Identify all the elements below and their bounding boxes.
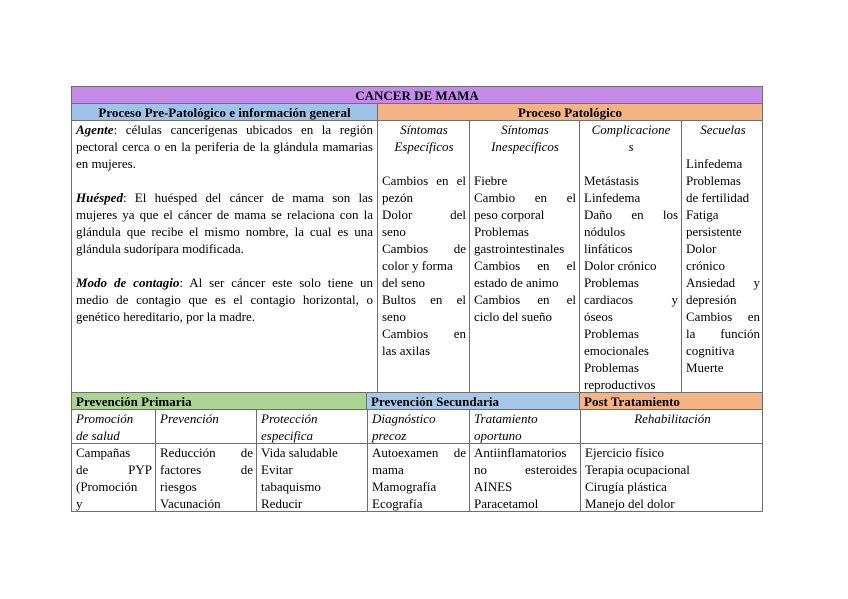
proteccion-cell	[257, 444, 368, 512]
list-item: Cambio en el	[474, 190, 576, 205]
bottom-data-row	[71, 443, 763, 512]
list-item: seno	[382, 224, 406, 239]
prevencion-cell	[156, 444, 257, 512]
list-item: Reducir	[261, 496, 303, 511]
list-item: AINES	[474, 479, 513, 494]
promocion-salud-cell	[72, 444, 156, 512]
list-item: mama	[372, 462, 404, 477]
list-item: crónico	[686, 258, 725, 273]
rehabilitacion-cell	[581, 444, 763, 512]
list-item: riesgos	[160, 479, 197, 494]
list-item: Manejo del dolor	[585, 496, 675, 511]
list-item: Problemas	[584, 326, 639, 341]
list-item: de PYP	[76, 462, 152, 477]
list-item: Cambios de	[382, 241, 466, 256]
promocion-salud-header: Promoción de salud	[76, 411, 134, 443]
prevencion-header: Prevención	[160, 411, 219, 426]
list-item: Terapia ocupacional	[585, 462, 690, 477]
list-item: Problemas	[584, 360, 639, 375]
list-item: Linfedema	[584, 190, 641, 205]
list-item: reproductivos	[584, 377, 656, 392]
list-item: color y forma	[382, 258, 453, 273]
patologico-body	[377, 120, 763, 393]
list-item: y	[76, 496, 83, 511]
list-item: Antiinflamatorios	[474, 445, 567, 460]
list-item: Cirugía plástica	[585, 479, 667, 494]
list-item: Cambios en	[686, 309, 760, 324]
list-item: peso corporal	[474, 207, 545, 222]
agente-paragraph: Agente: células cancerígenas ubicados en la región pectoral cerca o en la periferia de la glándula mamarias en mujeres.	[76, 122, 373, 171]
diagnostico-header: Diagnóstico precoz	[372, 411, 436, 443]
list-item: Daño en los	[584, 207, 678, 222]
contagio-paragraph: Modo de contagio: Al ser cáncer este solo tiene un medio de contagio que es el contagio horizontal, o genético hereditario, por la madre.	[76, 275, 373, 324]
pre-patologico-header: Proceso Pre-Patológico e información general	[71, 103, 378, 121]
proteccion-header: Protección especifica	[261, 411, 318, 443]
list-item: cognitiva	[686, 343, 735, 358]
list-item: Problemas	[474, 224, 529, 239]
table-title	[71, 86, 763, 104]
list-item: Bultos en el	[382, 292, 466, 307]
list-item: Fatiga	[686, 207, 719, 222]
prevencion-secundaria-header: Prevención Secundaria	[366, 392, 580, 410]
list-item: óseos	[584, 309, 613, 324]
sintomas-especificos-column: Síntomas Específicos Cambios en el pezón Dolor del seno Cambios de color y forma del seno Bultos en el seno Cambios en las axilas	[382, 122, 466, 358]
patologico-header: Proceso Patológico	[377, 103, 763, 121]
list-item: emocionales	[584, 343, 649, 358]
list-item: Cambios en	[382, 326, 466, 341]
cancer-table	[71, 86, 763, 512]
sint-esp-list	[382, 172, 466, 359]
list-item: pezón	[382, 190, 414, 205]
list-item: Metástasis	[584, 173, 639, 188]
tratamiento-cell	[470, 444, 581, 512]
list-item: ciclo del sueño	[474, 309, 552, 324]
prevencion-primaria-header: Prevención Primaria	[71, 392, 367, 410]
list-item: Vida saludable	[261, 445, 338, 460]
list-item: seno	[382, 309, 406, 324]
list-item: Cambios en el	[382, 173, 466, 188]
list-item: de fertilidad	[686, 190, 750, 205]
list-item: las axilas	[382, 343, 431, 358]
list-item: la función	[686, 326, 760, 341]
list-item: tabaquismo	[261, 479, 321, 494]
list-item: Fiebre	[474, 173, 508, 188]
list-item: (Promoción	[76, 479, 138, 494]
list-item: gastrointestinales	[474, 241, 565, 256]
list-item: Vacunación	[160, 496, 221, 511]
bottom-subheader-row	[71, 409, 763, 444]
list-item: Problemas	[584, 275, 639, 290]
list-item: linfáticos	[584, 241, 633, 256]
list-item: Dolor crónico	[584, 258, 657, 273]
pre-patologico-body	[71, 120, 378, 393]
list-item: Mamografía	[372, 479, 437, 494]
list-item: Ansiedad y	[686, 275, 760, 290]
list-item: nódulos	[584, 224, 626, 239]
list-item: Dolor	[686, 241, 717, 256]
list-item: Muerte	[686, 360, 724, 375]
post-tratamiento-header: Post Tratamiento	[579, 392, 763, 410]
list-item: Reducción de	[160, 445, 253, 460]
title-text: CANCER DE MAMA	[355, 88, 479, 103]
list-item: Cambios en el	[474, 292, 576, 307]
complicaciones-column: Complicacione s Metástasis Linfedema Daño en los nódulos linfáticos Dolor crónico Problemas cardiacos y óseos Problemas emocionales Problemas reproductivos	[584, 122, 678, 392]
list-item: Ejercicio físico	[585, 445, 665, 460]
rehabilitacion-header: Rehabilitación	[634, 411, 711, 426]
list-item: Evitar	[261, 462, 293, 477]
list-item: Cambios en el	[474, 258, 576, 273]
huesped-paragraph: Huésped: El huésped del cáncer de mama son las mujeres ya que el cáncer de mama se relaciona con la glándula que recibe el mismo nombre, la cual es una glándula sudorípara modificada.	[76, 190, 373, 256]
list-item: Ecografía	[372, 496, 423, 511]
list-item: no esteroides	[474, 462, 577, 477]
list-item: depresión	[686, 292, 737, 307]
tratamiento-header: Tratamiento oportuno	[474, 411, 538, 443]
diagnostico-cell	[368, 444, 470, 512]
list-item: persistente	[686, 224, 742, 239]
list-item: factores de	[160, 462, 253, 477]
list-item: Linfedema	[686, 156, 743, 171]
sintomas-inespecificos-column: Síntomas Inespecíficos Fiebre Cambio en el peso corporal Problemas gastrointestinales Cambios en el estado de animo Cambios en el ciclo del sueño	[474, 122, 576, 324]
list-item: Autoexamen de	[372, 445, 466, 460]
list-item: Paracetamol	[474, 496, 539, 511]
list-item: Campañas	[76, 445, 131, 460]
list-item: cardiacos y	[584, 292, 678, 307]
list-item: estado de animo	[474, 275, 559, 290]
list-item: Dolor del	[382, 207, 466, 222]
secuelas-column: Secuelas Linfedema Problemas de fertilidad Fatiga persistente Dolor crónico Ansiedad y depresión Cambios en la función cognitiva Muerte	[686, 122, 760, 375]
list-item: Problemas	[686, 173, 741, 188]
list-item: del seno	[382, 275, 425, 290]
